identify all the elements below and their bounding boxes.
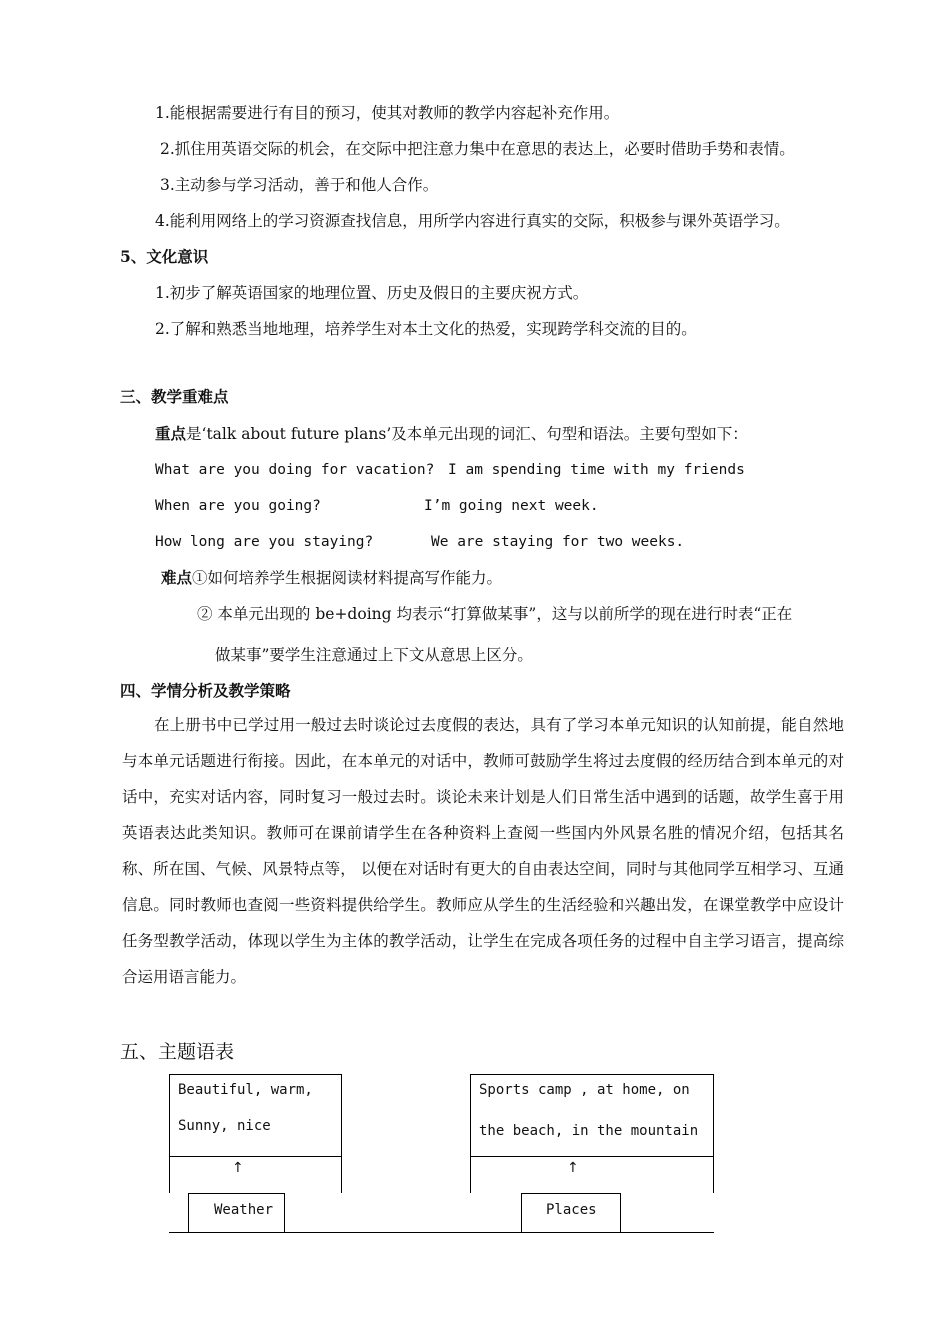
difficulty-2a: ② 本单元出现的 be+doing 均表示“打算做某事”，这与以前所学的现在进行时表“正在 xyxy=(197,605,793,623)
section4-paragraph: 在上册书中已学过用一般过去时谈论过去度假的表达，具有了学习本单元知识的认知前提，能自然地与本单元话题进行衔接。因此，在本单元的对话中，教师可鼓励学生将过去度假的经历结合到本单元的对话中，充实对话内容，同时复习一般过去时。谈论未来计划是人们日常生活中遇到的话题，故学生喜于用英语表达此类知识。教师可在课前请学生在各种资料上查阅一些国内外风景名胜的情况介绍，包括其名称、所在国、气候、风景特点等， 以便在对话时有更大的自由表达空间，同时与其他同学互相学习、互通信息。同时教师也查阅一些资料提供给学生。教师应从学生的生活经验和兴趣出发，在课堂教学中应设计任务型教学活动，体现以学生为主体的教学活动，让学生在完成各项任务的过程中自主学习语言，提高综合运用语言能力。 xyxy=(122,716,844,986)
strategy-item-4: 4.能利用网络上的学习资源查找信息，用所学内容进行真实的交际，积极参与课外英语学习。 xyxy=(155,212,790,230)
places-arrow-icon: ↑ xyxy=(567,1160,579,1176)
key-points-line xyxy=(155,424,748,444)
weather-arrow-icon: ↑ xyxy=(232,1160,244,1176)
difficulty-line-1 xyxy=(161,568,502,588)
key-text: 是‘talk about future plans’及本单元出现的词汇、句型和语法。主要句型如下： xyxy=(186,425,748,443)
culture-item-1: 1.初步了解英语国家的地理位置、历史及假日的主要庆祝方式。 xyxy=(155,284,589,302)
weather-left-connector xyxy=(169,1156,170,1193)
weather-label: Weather xyxy=(214,1202,274,1218)
places-words-1: Sports camp , at home, on xyxy=(479,1082,690,1098)
places-left-connector xyxy=(470,1156,471,1193)
weather-right-connector xyxy=(341,1156,342,1193)
strategy-item-2: 2.抓住用英语交际的机会，在交际中把注意力集中在意思的表达上，必要时借助手势和表情。 xyxy=(160,140,795,158)
section4-heading: 四、学情分析及教学策略 xyxy=(120,681,291,700)
pattern-q-2: When are you going? xyxy=(155,498,321,514)
section3-heading: 三、教学重难点 xyxy=(120,387,229,406)
section5-heading: 五、主题语表 xyxy=(120,1041,235,1063)
strategy-item-1: 1.能根据需要进行有目的预习，使其对教师的教学内容起补充作用。 xyxy=(155,104,620,122)
weather-words-2: Sunny, nice xyxy=(178,1118,271,1134)
pattern-q-3: How long are you staying? xyxy=(155,534,374,550)
places-words-2: the beach, in the mountain xyxy=(479,1123,699,1139)
weather-words-1: Beautiful, warm, xyxy=(178,1082,313,1098)
pattern-a-2: I’m going next week. xyxy=(424,498,599,514)
places-right-connector xyxy=(713,1156,714,1193)
pattern-q-1: What are you doing for vacation? xyxy=(155,462,435,478)
difficulty-1: ①如何培养学生根据阅读材料提高写作能力。 xyxy=(192,569,503,587)
strategy-item-3: 3.主动参与学习活动，善于和他人合作。 xyxy=(160,176,439,194)
difficulty-2b: 做某事”要学生注意通过上下文从意思上区分。 xyxy=(215,646,533,664)
places-label: Places xyxy=(546,1202,597,1218)
culture-heading: 5、文化意识 xyxy=(120,247,209,266)
pattern-a-3: We are staying for two weeks. xyxy=(431,534,685,550)
diagram-baseline xyxy=(169,1232,714,1233)
culture-item-2: 2.了解和熟悉当地地理，培养学生对本土文化的热爱，实现跨学科交流的目的。 xyxy=(155,320,697,338)
pattern-a-1: I am spending time with my friends xyxy=(448,462,745,478)
key-label: 重点 xyxy=(155,424,187,443)
difficulty-label: 难点 xyxy=(161,568,193,587)
